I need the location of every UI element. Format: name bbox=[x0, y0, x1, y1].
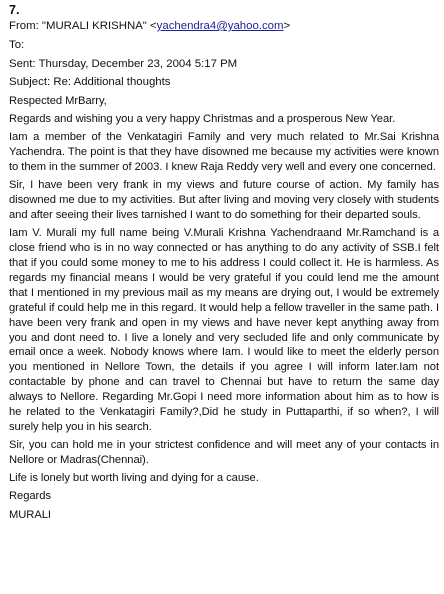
from-close: > bbox=[283, 20, 291, 32]
body-paragraph-4: Iam V. Murali my full name being V.Murali Krishna Yachendraand Mr.Ramchand is a close friend who is in no way connected or has anything to do any activity of SSB.I felt that if you could some money to me to his address I could collect it. He is harmless. As regards my financial means I would be very grateful if you could lend me the amount that I mentioned in my previous mail as my means are drying out, I would be extremely grateful if could help me in this regard. It would help a fellow traveller in the same path. I have been very frank and open in my views and have never kept anything away from you and dont need to. I live a lonely and very secluded life and only communicate by email once a week. Nobody knows where Iam. I would like to meet the elderly person you mentioned in Nellore Town, the details if you agree I will inform later.Iam not contactable by phone and can travel to Chennai but have to return the same day always to Nellore. Regarding Mr.Gopi I need more information about him as to how is he related to the Venkatagiri Family?,Did he study in Puttaparthi, if so when?, I will surely help you in his search. bbox=[9, 227, 439, 433]
sent-value: Thursday, December 23, 2004 5:17 PM bbox=[38, 57, 238, 70]
body-paragraph-1: Regards and wishing you a very happy Christmas and a prosperous New Year. bbox=[9, 113, 396, 126]
item-number: 7. bbox=[9, 3, 20, 17]
salutation: Respected MrBarry, bbox=[9, 95, 107, 107]
from-line bbox=[9, 18, 439, 35]
signature: MURALI bbox=[9, 509, 51, 522]
body-paragraph-2: Iam a member of the Venkatagiri Family and very much related to Mr.Sai Krishna Yachendra. The point is that they have disowned me because my activities were known to them in the summer of 2003. I knew Raja Reddy very well and every one concerned. bbox=[9, 131, 439, 174]
from-email-link[interactable]: yachendra4@yahoo.com bbox=[156, 20, 284, 32]
sent-line bbox=[9, 56, 439, 73]
body-paragraph-6: Life is lonely but worth living and dying for a cause. bbox=[9, 472, 259, 485]
email-header bbox=[9, 18, 439, 93]
to-label: To: bbox=[9, 38, 25, 51]
from-label: From: bbox=[9, 20, 39, 32]
body-paragraph-5: Sir, you can hold me in your strictest confidence and will meet any of your contacts in Nellore or Madras(Chennai). bbox=[9, 439, 439, 466]
subject-value: Re: Additional thoughts bbox=[53, 76, 171, 89]
to-line bbox=[9, 37, 439, 54]
closing: Regards bbox=[9, 490, 51, 503]
subject-line bbox=[9, 74, 439, 91]
body-paragraph-3: Sir, I have been very frank in my views and future course of action. My family has disowned me due to my activities. But after living and moving very closely with students and after seeing their lives tarnished I want to do something for their departed souls. bbox=[9, 179, 439, 222]
sent-label: Sent: bbox=[9, 57, 36, 70]
email-body bbox=[9, 94, 439, 527]
subject-label: Subject: bbox=[9, 76, 51, 89]
from-name: "MURALI KRISHNA" < bbox=[41, 20, 157, 32]
